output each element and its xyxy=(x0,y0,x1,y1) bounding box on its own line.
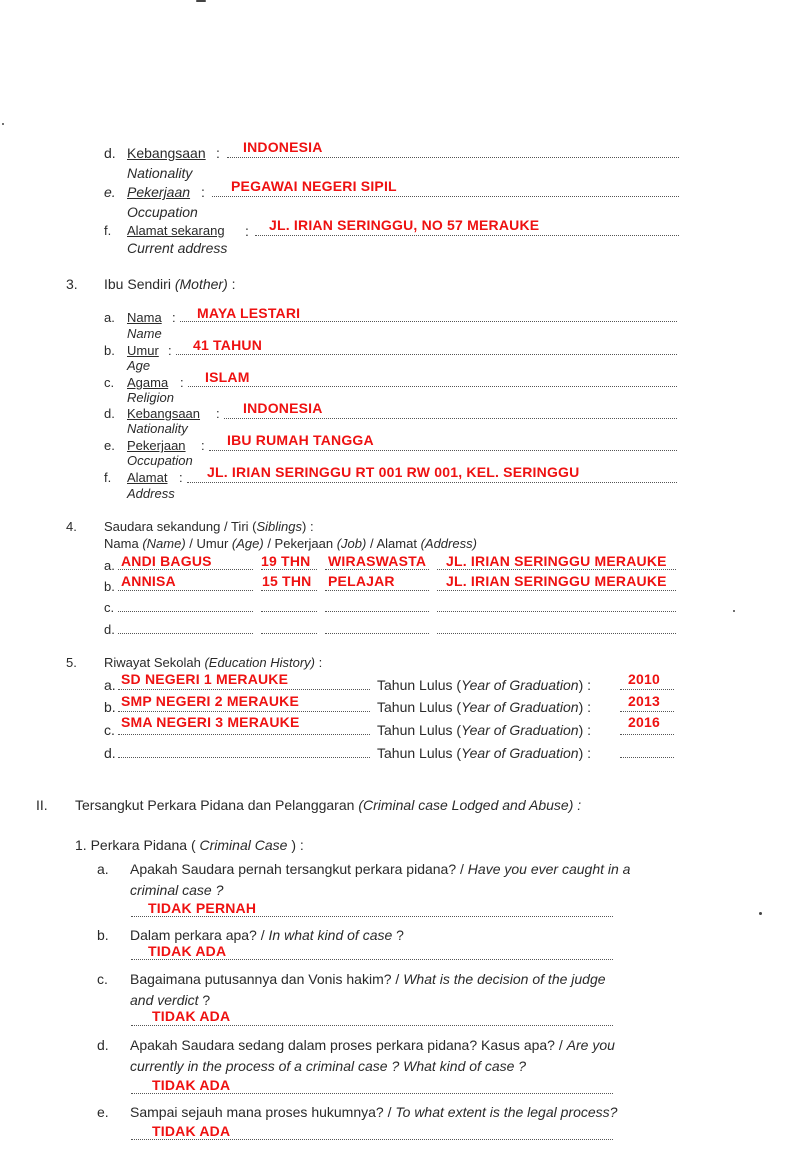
sibling-address: JL. IRIAN SERINGGU MERAUKE xyxy=(446,553,667,569)
question-letter: a. xyxy=(97,861,109,877)
sibling-age: 15 THN xyxy=(262,573,312,589)
question-text: Sampai sejauh mana proses hukumnya? / To what extent is the legal process? xyxy=(130,1104,618,1120)
sibling-age: 19 THN xyxy=(261,553,311,569)
mother-name-line xyxy=(180,321,677,322)
mother-occupation-line xyxy=(209,450,677,451)
scan-speck xyxy=(759,912,762,915)
sibling-job: PELAJAR xyxy=(328,573,395,589)
graduation-label: Tahun Lulus (Year of Graduation) : xyxy=(377,699,592,715)
mother-name-sep: : xyxy=(172,310,176,325)
sibling-job-line xyxy=(325,590,429,591)
father-nationality-letter: d. xyxy=(104,145,116,161)
question-letter: b. xyxy=(97,927,109,943)
mother-religion-letter: c. xyxy=(104,375,115,390)
question-text-en: and verdict ? xyxy=(130,992,211,1008)
graduation-label: Tahun Lulus (Year of Graduation) : xyxy=(377,722,592,738)
sibling-job-line xyxy=(325,611,429,612)
question-text: Bagaimana putusannya dan Vonis hakim? / What is the decision of the judge xyxy=(130,971,606,987)
question-text: Apakah Saudara pernah tersangkut perkara pidana? / Have you ever caught in a xyxy=(130,861,631,877)
answer-value: TIDAK ADA xyxy=(148,943,227,959)
school-name: SMP NEGERI 2 MERAUKE xyxy=(121,693,299,709)
sibling-name-line xyxy=(118,633,253,634)
sibling-name-line xyxy=(118,590,253,591)
father-occupation-en: Occupation xyxy=(127,204,198,220)
mother-address-line xyxy=(187,482,677,483)
question-letter: e. xyxy=(97,1104,109,1120)
school-line xyxy=(118,711,370,712)
question-text: Dalam perkara apa? / In what kind of case ? xyxy=(130,927,404,943)
question-letter: d. xyxy=(97,1037,109,1053)
education-section-title: Riwayat Sekolah (Education History) : xyxy=(104,655,323,670)
answer-value: TIDAK ADA xyxy=(152,1123,231,1139)
graduation-year: 2016 xyxy=(628,714,660,730)
father-address-label: Alamat sekarang xyxy=(127,223,225,238)
mother-section-number: 3. xyxy=(66,276,78,292)
father-address-en: Current address xyxy=(127,240,228,256)
father-nationality-en: Nationality xyxy=(127,165,193,181)
father-occupation-sep: : xyxy=(201,184,205,200)
father-address-line xyxy=(255,235,679,236)
mother-religion-value: ISLAM xyxy=(205,369,250,385)
answer-value: TIDAK PERNAH xyxy=(148,900,257,916)
mother-religion-line xyxy=(188,386,677,387)
mother-nationality-line xyxy=(224,418,677,419)
mother-age-label: Umur xyxy=(127,343,159,358)
sibling-row-letter: d. xyxy=(104,622,115,637)
father-occupation-line xyxy=(212,196,679,197)
education-row-letter: b. xyxy=(104,699,116,715)
sibling-job-line xyxy=(325,633,429,634)
answer-value: TIDAK ADA xyxy=(152,1008,231,1024)
graduation-label: Tahun Lulus (Year of Graduation) : xyxy=(377,677,592,693)
mother-occupation-en: Occupation xyxy=(127,453,193,468)
sibling-row-letter: a. xyxy=(104,558,115,573)
mother-address-letter: f. xyxy=(104,470,112,485)
mother-age-value: 41 TAHUN xyxy=(193,337,263,353)
question-text: Apakah Saudara sedang dalam proses perkara pidana? Kasus apa? / Are you xyxy=(130,1037,615,1053)
answer-value: TIDAK ADA xyxy=(152,1077,231,1093)
sibling-job: WIRASWASTA xyxy=(328,553,427,569)
father-address-letter: f. xyxy=(104,223,112,238)
graduation-year: 2013 xyxy=(628,693,660,709)
question-text-en: criminal case ? xyxy=(130,882,224,898)
mother-nationality-label: Kebangsaan xyxy=(127,406,201,421)
sibling-name-line xyxy=(118,611,253,612)
mother-name-value: MAYA LESTARI xyxy=(197,305,301,321)
sibling-age-line xyxy=(261,590,317,591)
father-occupation-label: Pekerjaan xyxy=(127,184,191,200)
year-line xyxy=(620,757,674,758)
sibling-name: ANNISA xyxy=(121,573,176,589)
father-nationality-sep: : xyxy=(216,145,220,161)
mother-religion-label: Agama xyxy=(127,375,169,390)
school-line xyxy=(118,757,370,758)
mother-address-sep: : xyxy=(179,470,183,485)
mother-name-letter: a. xyxy=(104,310,115,325)
siblings-column-headers: Nama (Name) / Umur (Age) / Pekerjaan (Job) / Alamat (Address) xyxy=(104,536,477,551)
father-occupation-value: PEGAWAI NEGERI SIPIL xyxy=(231,178,397,194)
sibling-job-line xyxy=(325,569,429,570)
father-nationality-value: INDONESIA xyxy=(243,139,323,155)
sibling-address-line xyxy=(437,633,676,634)
mother-address-en: Address xyxy=(127,486,175,501)
mother-nationality-value: INDONESIA xyxy=(243,400,323,416)
mother-occupation-value: IBU RUMAH TANGGA xyxy=(227,432,374,448)
year-line xyxy=(620,711,674,712)
school-line xyxy=(118,689,370,690)
school-name: SMA NEGERI 3 MERAUKE xyxy=(121,714,300,730)
education-row-letter: c. xyxy=(104,722,115,738)
sibling-name-line xyxy=(118,569,253,570)
mother-age-en: Age xyxy=(127,358,151,373)
mother-age-letter: b. xyxy=(104,343,115,358)
mother-address-value: JL. IRIAN SERINGGU RT 001 RW 001, KEL. SERINGGU xyxy=(207,464,580,480)
graduation-label: Tahun Lulus (Year of Graduation) : xyxy=(377,745,592,761)
siblings-section-title: Saudara sekandung / Tiri (Siblings) : xyxy=(104,519,314,534)
sibling-age-line xyxy=(261,569,317,570)
graduation-year: 2010 xyxy=(628,671,660,687)
mother-name-label: Nama xyxy=(127,310,162,325)
answer-line xyxy=(131,916,613,917)
father-address-value: JL. IRIAN SERINGGU, NO 57 MERAUKE xyxy=(269,217,540,233)
answer-line xyxy=(131,1093,613,1094)
sibling-address-line xyxy=(437,611,676,612)
section-ii-number: II. xyxy=(36,797,48,813)
criminal-case-subtitle: 1. Perkara Pidana ( Criminal Case ) : xyxy=(75,837,304,853)
mother-section-title: Ibu Sendiri (Mother) : xyxy=(104,276,236,292)
father-nationality-label: Kebangsaan xyxy=(127,145,206,161)
mother-occupation-sep: : xyxy=(201,438,205,453)
sibling-name: ANDI BAGUS xyxy=(121,553,212,569)
father-occupation-letter: e. xyxy=(104,184,116,200)
mother-age-line xyxy=(176,354,677,355)
mother-nationality-sep: : xyxy=(216,406,220,421)
section-ii-title: Tersangkut Perkara Pidana dan Pelanggaran (Criminal case Lodged and Abuse) : xyxy=(75,797,582,813)
year-line xyxy=(620,734,674,735)
mother-occupation-label: Pekerjaan xyxy=(127,438,186,453)
sibling-row-letter: b. xyxy=(104,579,115,594)
education-section-number: 5. xyxy=(66,655,77,670)
school-name: SD NEGERI 1 MERAUKE xyxy=(121,671,289,687)
mother-occupation-letter: e. xyxy=(104,438,115,453)
answer-line xyxy=(131,959,613,960)
sibling-address: JL. IRIAN SERINGGU MERAUKE xyxy=(446,573,667,589)
answer-line xyxy=(131,1139,613,1140)
sibling-age-line xyxy=(261,611,317,612)
answer-line xyxy=(131,1025,613,1026)
education-row-letter: d. xyxy=(104,745,116,761)
scan-speck xyxy=(2,123,4,125)
school-line xyxy=(118,734,370,735)
mother-address-label: Alamat xyxy=(127,470,168,485)
mother-name-en: Name xyxy=(127,326,162,341)
mother-nationality-letter: d. xyxy=(104,406,115,421)
sibling-row-letter: c. xyxy=(104,600,115,615)
year-line xyxy=(620,689,674,690)
sibling-address-line xyxy=(437,590,676,591)
mother-nationality-en: Nationality xyxy=(127,421,188,436)
mother-religion-sep: : xyxy=(180,375,184,390)
scan-speck xyxy=(733,610,735,612)
siblings-section-number: 4. xyxy=(66,519,77,534)
father-nationality-line xyxy=(227,157,679,158)
father-address-sep: : xyxy=(245,223,249,239)
sibling-age-line xyxy=(261,633,317,634)
education-row-letter: a. xyxy=(104,677,116,693)
scan-speck xyxy=(196,0,206,2)
sibling-address-line xyxy=(437,569,676,570)
mother-age-sep: : xyxy=(168,343,172,358)
mother-religion-en: Religion xyxy=(127,390,174,405)
question-text-en: currently in the process of a criminal case ? What kind of case ? xyxy=(130,1058,527,1074)
question-letter: c. xyxy=(97,971,108,987)
